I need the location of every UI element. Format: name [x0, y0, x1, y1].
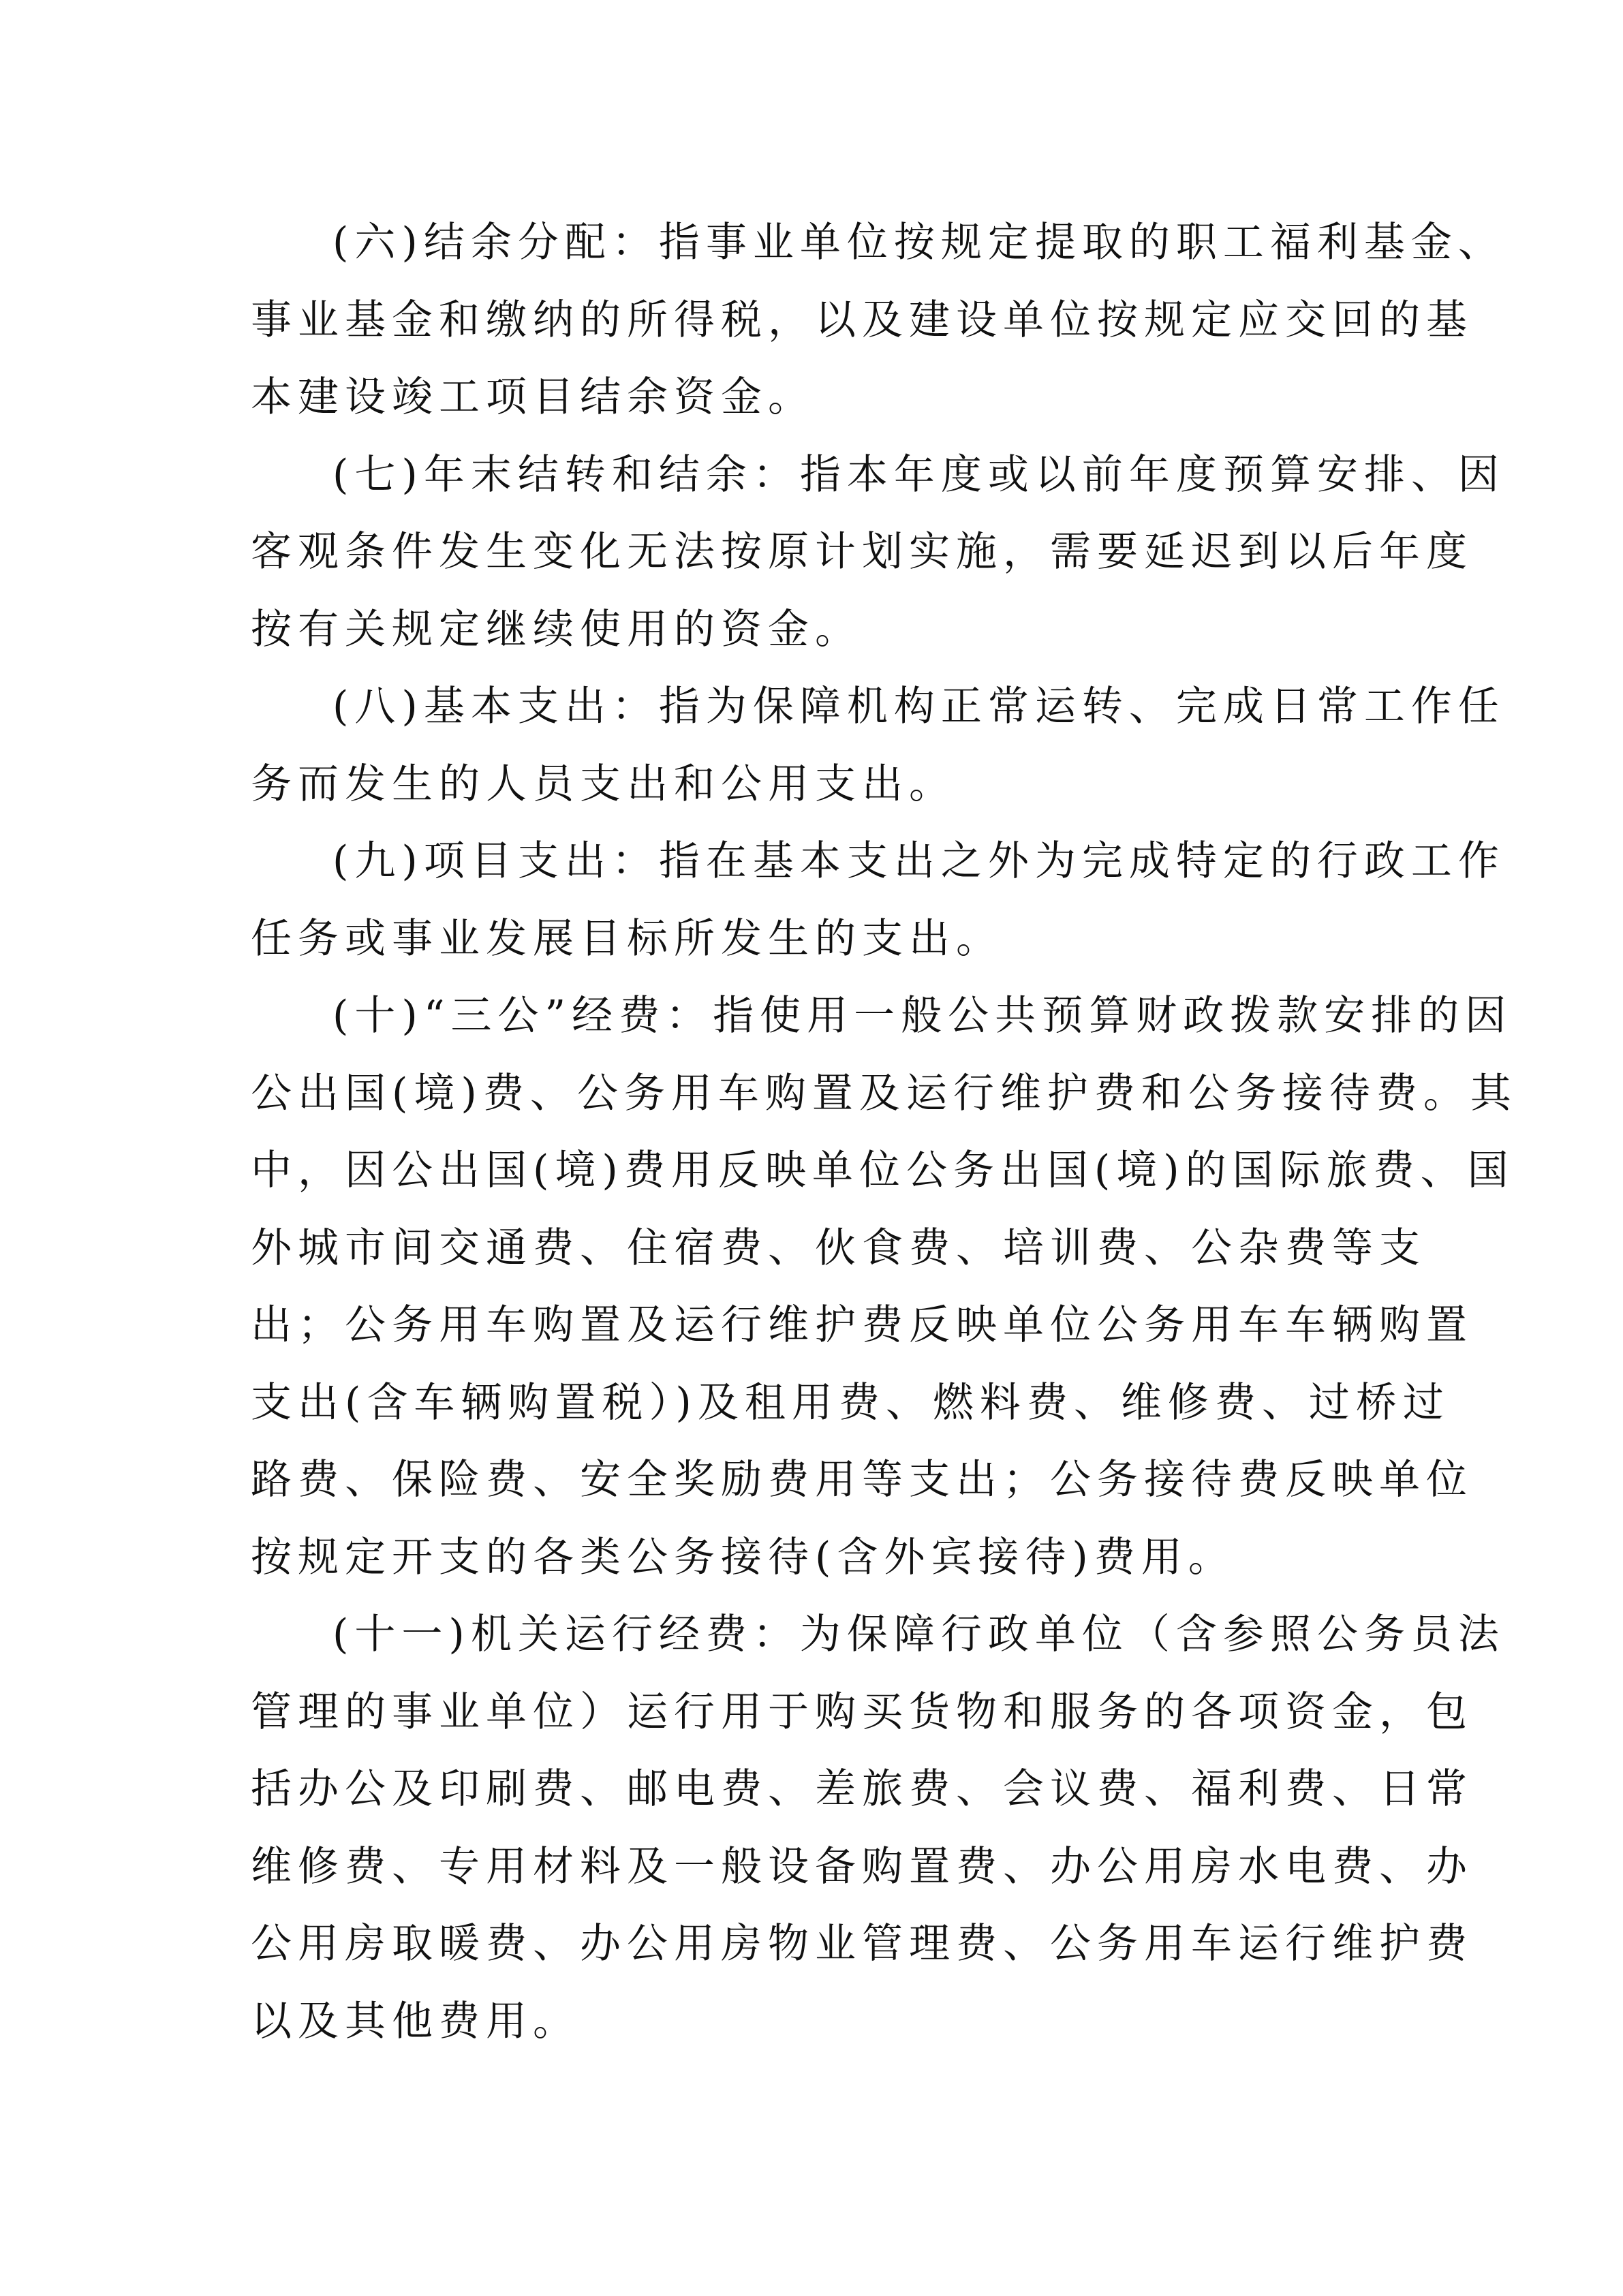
para-8-line-1: (八)基本支出：指为保障机构正常运转、完成日常工作任	[333, 683, 1505, 730]
para-6-line-1: (六)结余分配：指事业单位按规定提取的职工福利基金、	[333, 219, 1505, 266]
para-10-line-7: 路费、保险费、安全奖励费用等支出；公务接待费反映单位	[251, 1456, 1473, 1504]
para-7-line-1: (七)年末结转和结余：指本年度或以前年度预算安排、因	[333, 450, 1505, 499]
para-10-line-8: 按规定开支的各类公务接待(含外宾接待)费用。	[251, 1533, 1235, 1581]
para-6-line-3: 本建设竣工项目结余资金。	[251, 373, 815, 421]
para-11-line-5: 公用房取暖费、办公用房物业管理费、公务用车运行维护费	[251, 1920, 1473, 1968]
para-11-line-1: (十一)机关运行经费：为保障行政单位（含参照公务员法	[333, 1611, 1505, 1658]
para-7-line-2: 客观条件发生变化无法按原计划实施，需要延迟到以后年度	[251, 528, 1473, 576]
para-6-line-2: 事业基金和缴纳的所得税，以及建设单位按规定应交回的基	[251, 296, 1473, 344]
para-10-line-1: (十)“三公”经费：指使用一般公共预算财政拨款安排的因	[333, 992, 1513, 1040]
para-9-line-1: (九)项目支出：指在基本支出之外为完成特定的行政工作	[333, 837, 1505, 885]
para-11-line-2: 管理的事业单位）运行用于购买货物和服务的各项资金，包	[251, 1688, 1473, 1736]
para-10-line-6: 支出(含车辆购置税）)及租用费、燃料费、维修费、过桥过	[251, 1378, 1450, 1427]
para-11-line-4: 维修费、专用材料及一般设备购置费、办公用房水电费、办	[251, 1842, 1473, 1891]
para-7-line-3: 按有关规定继续使用的资金。	[251, 605, 862, 653]
para-9-line-2: 任务或事业发展目标所发生的支出。	[251, 914, 1003, 963]
para-10-line-3: 中，因公出国(境)费用反映单位公务出国(境)的国际旅费、国	[251, 1147, 1515, 1194]
para-10-line-5: 出；公务用车购置及运行维护费反映单位公务用车车辆购置	[251, 1301, 1473, 1349]
para-10-line-4: 外城市间交通费、住宿费、伙食费、培训费、公杂费等支	[251, 1224, 1426, 1272]
body-text	[251, 204, 1517, 2060]
para-8-line-2: 务而发生的人员支出和公用支出。	[251, 760, 956, 808]
para-11-line-3: 括办公及印刷费、邮电费、差旅费、会议费、福利费、日常	[251, 1765, 1473, 1813]
para-11-line-6: 以及其他费用。	[251, 1997, 580, 2045]
para-10-line-2: 公出国(境)费、公务用车购置及运行维护费和公务接待费。其	[251, 1069, 1517, 1117]
